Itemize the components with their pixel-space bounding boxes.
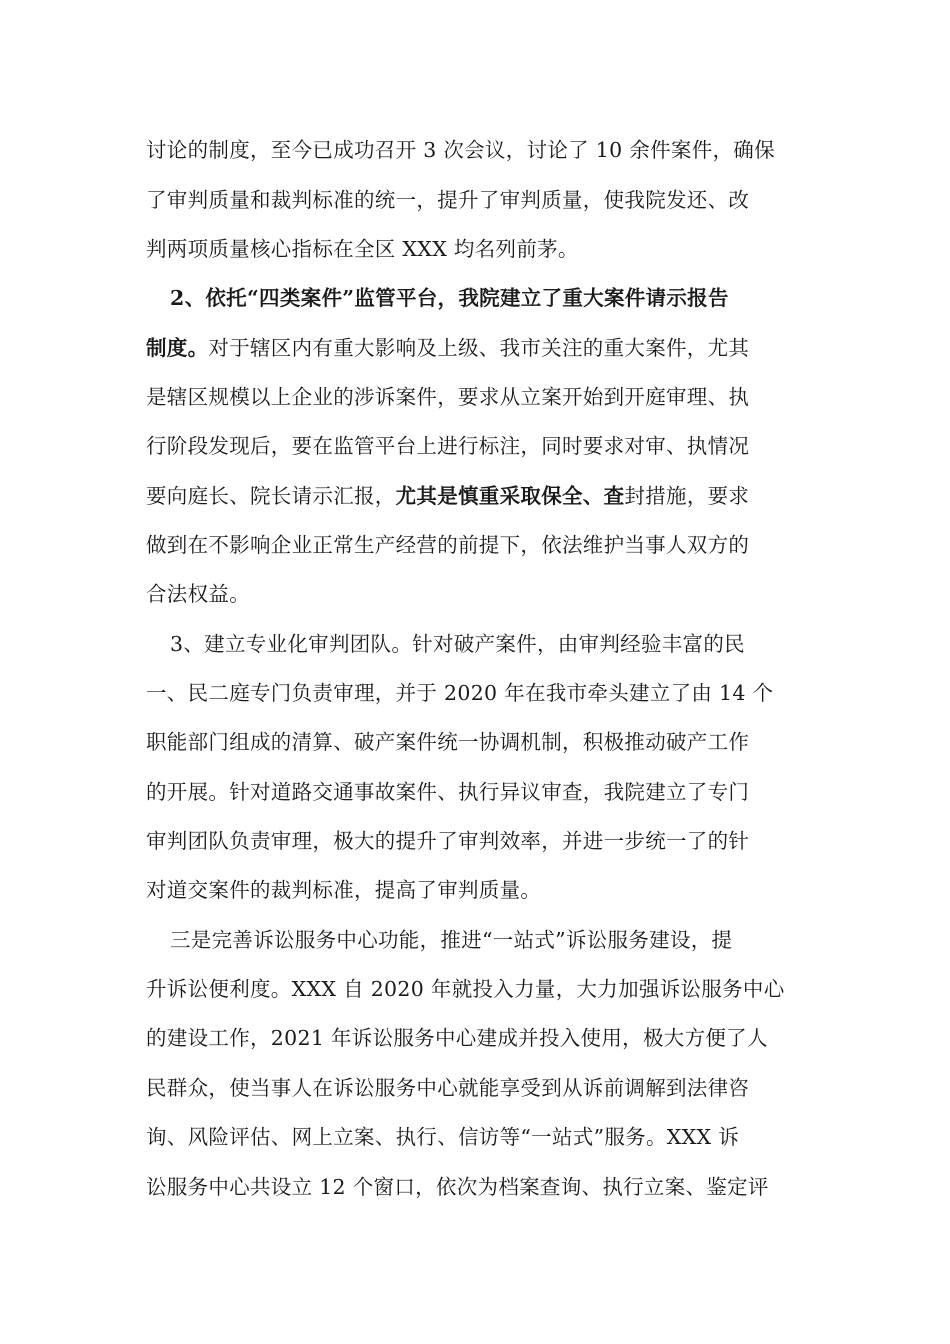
paragraph-3-line-2: 一、民二庭专门负责审理，并于 2020 年在我市牵头建立了由 14 个	[146, 681, 774, 705]
paragraph-2-line-4: 行阶段发现后，要在监管平台上进行标注，同时要求对审、执情况	[146, 434, 750, 458]
paragraph-1-line-1: 讨论的制度，至今已成功召开 3 次会议，讨论了 10 余件案件，确保	[146, 138, 775, 162]
paragraph-1-line-2: 了审判质量和裁判标准的统一，提升了审判质量，使我院发还、改	[146, 188, 750, 212]
paragraph-2-line-5-pre: 要向庭长、院长请示汇报，	[146, 484, 396, 508]
paragraph-3-line-5: 审判团队负责审理，极大的提升了审判效率，并进一步统一了的针	[146, 829, 750, 853]
paragraph-4-line-1: 三是完善诉讼服务中心功能，推进“一站式”诉讼服务建设，提	[170, 928, 733, 952]
paragraph-2-line-6: 做到在不影响企业正常生产经营的前提下，依法维护当事人双方的	[146, 533, 750, 557]
paragraph-4-line-5: 询、风险评估、网上立案、执行、信访等“一站式”服务。XXX 诉	[146, 1125, 740, 1149]
paragraph-4-line-2: 升诉讼便利度。XXX 自 2020 年就投入力量，大力加强诉讼服务中心	[146, 977, 785, 1001]
paragraph-2-line-2-text: 对于辖区内有重大影响及上级、我市关注的重大案件，尤其	[208, 336, 750, 360]
paragraph-2-line-3: 是辖区规模以上企业的涉诉案件，要求从立案开始到开庭审理、执	[146, 385, 750, 409]
paragraph-4-line-6: 讼服务中心共设立 12 个窗口，依次为档案查询、执行立案、鉴定评	[146, 1175, 769, 1199]
paragraph-2-line-5	[146, 476, 806, 516]
paragraph-4-line-4: 民群众，使当事人在诉讼服务中心就能享受到从诉前调解到法律咨	[146, 1076, 750, 1100]
paragraph-3-line-6: 对道交案件的裁判标准，提高了审判质量。	[146, 878, 542, 902]
paragraph-2-heading-line-1: 2、依托“四类案件”监管平台，我院建立了重大案件请示报告	[170, 286, 729, 310]
paragraph-3-line-1: 3、建立专业化审判团队。针对破产案件，由审判经验丰富的民	[170, 632, 745, 656]
paragraph-3-line-4: 的开展。针对道路交通事故案件、执行异议审查，我院建立了专门	[146, 780, 750, 804]
paragraph-4-line-3: 的建设工作，2021 年诉讼服务中心建成并投入使用，极大方便了人	[146, 1026, 768, 1050]
paragraph-2-line-2	[146, 328, 806, 368]
paragraph-1-line-3: 判两项质量核心指标在全区 XXX 均名列前茅。	[146, 237, 579, 261]
paragraph-2-line-5-bold: 尤其是慎重采取保全、查	[395, 484, 625, 508]
paragraph-3-line-3: 职能部门组成的清算、破产案件统一协调机制，积极推动破产工作	[146, 730, 750, 754]
paragraph-2-line-5-post: 封措施，要求	[624, 484, 750, 508]
paragraph-2-heading-tail: 制度。	[146, 336, 209, 360]
paragraph-2-line-7: 合法权益。	[146, 582, 250, 606]
